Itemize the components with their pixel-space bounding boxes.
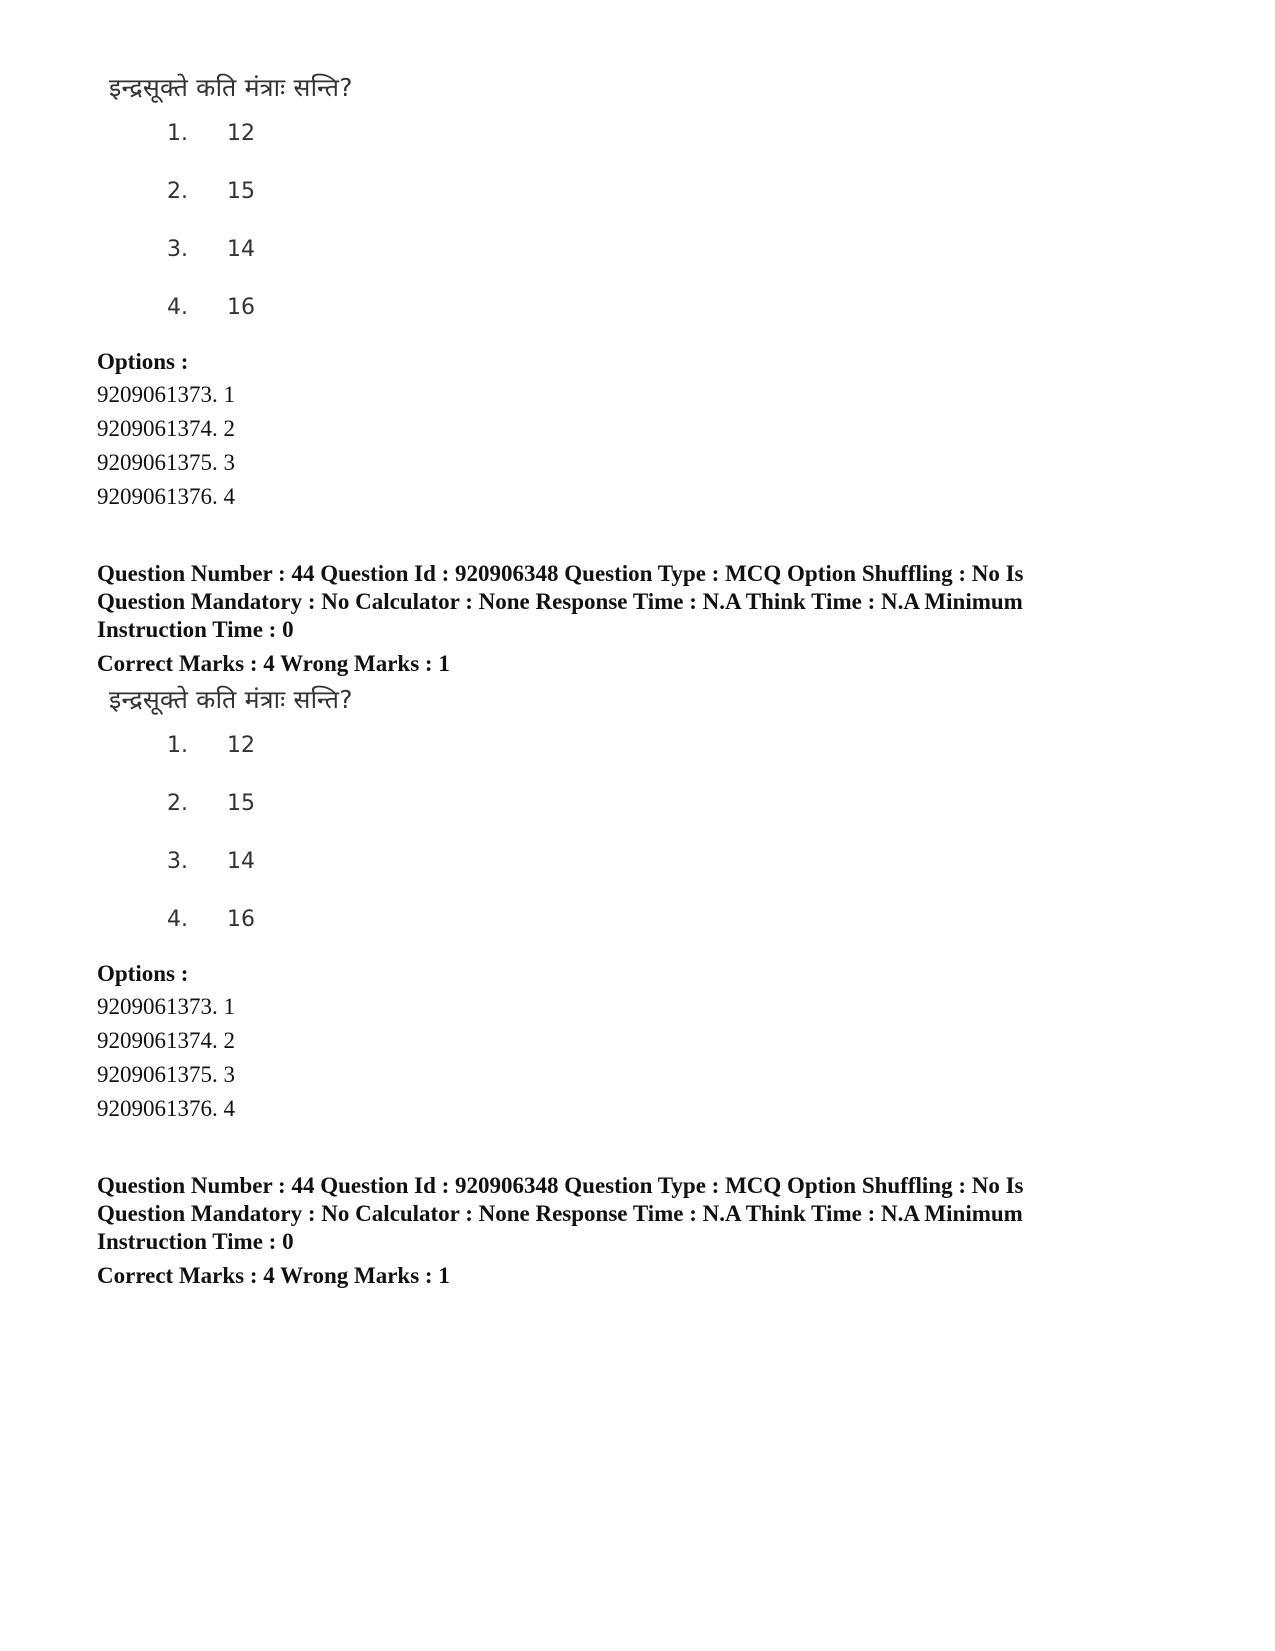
choice-number: 4. — [167, 295, 188, 320]
choice-value: 16 — [227, 295, 255, 320]
question-text: इन्द्रसूक्ते कति मंत्राः सन्ति? — [109, 685, 353, 714]
meta-line: Question Mandatory : No Calculator : None Response Time : N.A Think Time : N.A Minimum — [97, 1201, 1023, 1226]
choice-item — [97, 790, 1187, 848]
option-id-row: 9209061373. 1 — [97, 382, 235, 407]
question-text: इन्द्रसूक्ते कति मंत्राः सन्ति? — [109, 73, 353, 102]
question-block-2 — [97, 680, 1187, 1126]
question-block-1 — [97, 68, 1187, 514]
question-meta-1 — [97, 560, 1187, 678]
choice-value: 15 — [227, 179, 255, 204]
option-id-row: 9209061376. 4 — [97, 1096, 235, 1121]
choice-value: 12 — [227, 733, 255, 758]
choice-value: 16 — [227, 907, 255, 932]
choice-item — [97, 732, 1187, 790]
option-id-row: 9209061373. 1 — [97, 994, 235, 1019]
meta-line: Question Mandatory : No Calculator : None Response Time : N.A Think Time : N.A Minimum — [97, 589, 1023, 614]
meta-line: Question Number : 44 Question Id : 920906348 Question Type : MCQ Option Shuffling : No Is — [97, 561, 1024, 586]
option-id-row: 9209061375. 3 — [97, 450, 235, 475]
option-id-row: 9209061374. 2 — [97, 1028, 235, 1053]
meta-line: Question Number : 44 Question Id : 920906348 Question Type : MCQ Option Shuffling : No Is — [97, 1173, 1024, 1198]
option-id-row: 9209061376. 4 — [97, 484, 235, 509]
question-meta-2 — [97, 1172, 1187, 1290]
choice-list — [97, 120, 1187, 352]
marks-line: Correct Marks : 4 Wrong Marks : 1 — [97, 651, 450, 676]
option-id-row: 9209061375. 3 — [97, 1062, 235, 1087]
choice-number: 3. — [167, 237, 188, 262]
choice-item — [97, 906, 1187, 964]
meta-line: Instruction Time : 0 — [97, 617, 294, 642]
choice-number: 4. — [167, 907, 188, 932]
choice-item — [97, 294, 1187, 352]
choice-value: 14 — [227, 849, 255, 874]
choice-item — [97, 236, 1187, 294]
choice-number: 1. — [167, 121, 188, 146]
choice-item — [97, 178, 1187, 236]
choice-value: 14 — [227, 237, 255, 262]
choice-value: 15 — [227, 791, 255, 816]
choice-item — [97, 848, 1187, 906]
option-id-row: 9209061374. 2 — [97, 416, 235, 441]
options-label: Options : — [97, 349, 189, 374]
choice-list — [97, 732, 1187, 964]
choice-number: 2. — [167, 791, 188, 816]
choice-item — [97, 120, 1187, 178]
marks-line: Correct Marks : 4 Wrong Marks : 1 — [97, 1263, 450, 1288]
meta-line: Instruction Time : 0 — [97, 1229, 294, 1254]
choice-value: 12 — [227, 121, 255, 146]
choice-number: 3. — [167, 849, 188, 874]
options-label: Options : — [97, 961, 189, 986]
choice-number: 2. — [167, 179, 188, 204]
choice-number: 1. — [167, 733, 188, 758]
